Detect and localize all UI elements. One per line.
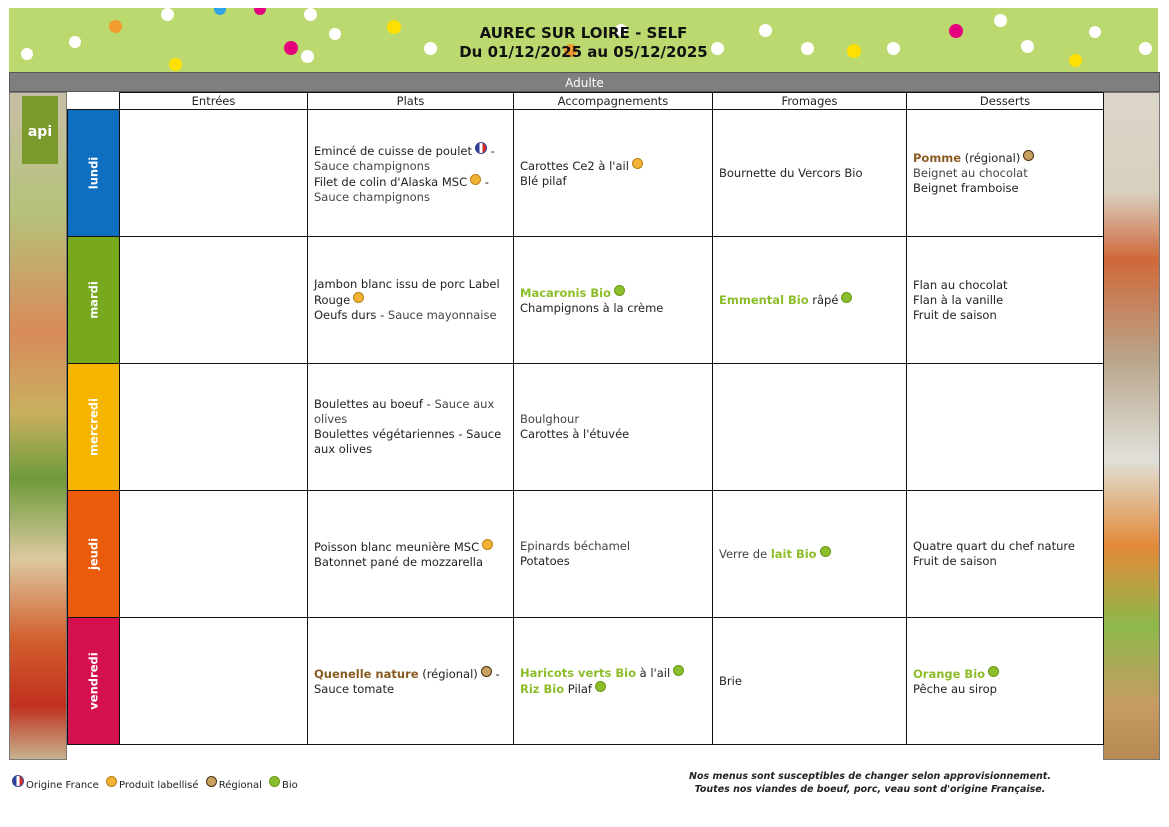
accomp-vendredi: Haricots verts Bio à l'ail Riz Bio Pilaf: [514, 618, 713, 745]
menu-dates: Du 01/12/2025 au 05/12/2025: [459, 43, 708, 61]
desserts-mardi: Flan au chocolat Flan à la vanille Fruit de saison: [907, 237, 1104, 364]
bio-icon: [269, 776, 280, 787]
desserts-lundi: Pomme (régional) Beignet au chocolat Beignet framboise: [907, 110, 1104, 237]
desserts-jeudi: Quatre quart du chef nature Fruit de saison: [907, 491, 1104, 618]
plats-mercredi: Boulettes au boeuf - Sauce aux olives Boulettes végétariennes - Sauce aux olives: [308, 364, 514, 491]
plats-jeudi: Poisson blanc meunière MSC Batonnet pané de mozzarella: [308, 491, 514, 618]
day-row-vendredi: [68, 618, 1104, 745]
col-accompagnements: Accompagnements: [514, 93, 713, 110]
entrees-vendredi: [120, 618, 308, 745]
bio-icon: [841, 292, 852, 303]
corner-cell: [68, 93, 120, 110]
header-banner: [9, 8, 1158, 72]
day-row-mardi: [68, 237, 1104, 364]
day-row-mercredi: [68, 364, 1104, 491]
plats-lundi: Emincé de cuisse de poulet - Sauce champignons Filet de colin d'Alaska MSC - Sauce champignons: [308, 110, 514, 237]
regional-icon: [206, 776, 217, 787]
accomp-jeudi: Epinards béchamel Potatoes: [514, 491, 713, 618]
bio-icon: [595, 681, 606, 692]
fromages-jeudi: Verre de lait Bio: [713, 491, 907, 618]
plats-vendredi: Quenelle nature (régional) - Sauce tomate: [308, 618, 514, 745]
label-icon: [470, 174, 481, 185]
col-plats: Plats: [308, 93, 514, 110]
label-icon: [106, 776, 117, 787]
menu-title: AUREC SUR LOIRE - SELF: [479, 24, 688, 42]
col-fromages: Fromages: [713, 93, 907, 110]
day-row-jeudi: [68, 491, 1104, 618]
dish: Emincé de cuisse de poulet: [314, 143, 472, 158]
bio-icon: [614, 285, 625, 296]
day-label-vendredi: vendredi: [68, 618, 120, 745]
col-desserts: Desserts: [907, 93, 1104, 110]
fromages-mardi: Emmental Bio râpé: [713, 237, 907, 364]
bio-icon: [673, 665, 684, 676]
note-line-1: Nos menus sont susceptibles de changer selon approvisionnement.: [689, 771, 1051, 782]
origine-france-icon: [12, 775, 24, 787]
audience-bar: Adulte: [9, 72, 1160, 92]
menu-table: [67, 92, 1104, 745]
entrees-mercredi: [120, 364, 308, 491]
day-label-lundi: lundi: [68, 110, 120, 237]
accomp-lundi: Carottes Ce2 à l'ail Blé pilaf: [514, 110, 713, 237]
api-logo: api: [22, 96, 58, 164]
fromages-lundi: Bournette du Vercors Bio: [713, 110, 907, 237]
plats-mardi: Jambon blanc issu de porc Label Rouge Oeufs durs - Sauce mayonnaise: [308, 237, 514, 364]
desserts-vendredi: Orange Bio Pêche au sirop: [907, 618, 1104, 745]
regional-icon: [481, 666, 492, 677]
desserts-mercredi: [907, 364, 1104, 491]
accomp-mercredi: Boulghour Carottes à l'étuvée: [514, 364, 713, 491]
col-entrees: Entrées: [120, 93, 308, 110]
fromages-mercredi: [713, 364, 907, 491]
entrees-mardi: [120, 237, 308, 364]
left-decor-image: [9, 92, 67, 760]
bio-icon: [820, 546, 831, 557]
right-decor-image: [1103, 92, 1160, 760]
label-icon: [482, 539, 493, 550]
regional-icon: [1023, 150, 1034, 161]
fromages-vendredi: Brie: [713, 618, 907, 745]
header-row: [68, 93, 1104, 110]
note-line-2: Toutes nos viandes de boeuf, porc, veau sont d'origine Française.: [694, 784, 1046, 795]
day-label-jeudi: jeudi: [68, 491, 120, 618]
entrees-jeudi: [120, 491, 308, 618]
label-icon: [353, 292, 364, 303]
day-label-mercredi: mercredi: [68, 364, 120, 491]
origine-france-icon: [475, 142, 487, 154]
day-row-lundi: [68, 110, 1104, 237]
entrees-lundi: [120, 110, 308, 237]
dish: Filet de colin d'Alaska MSC: [314, 174, 468, 189]
accomp-mardi: Macaronis Bio Champignons à la crème: [514, 237, 713, 364]
legend: Origine France Produit labellisé Régional Bio: [12, 775, 302, 791]
bio-icon: [988, 666, 999, 677]
label-icon: [632, 158, 643, 169]
day-label-mardi: mardi: [68, 237, 120, 364]
